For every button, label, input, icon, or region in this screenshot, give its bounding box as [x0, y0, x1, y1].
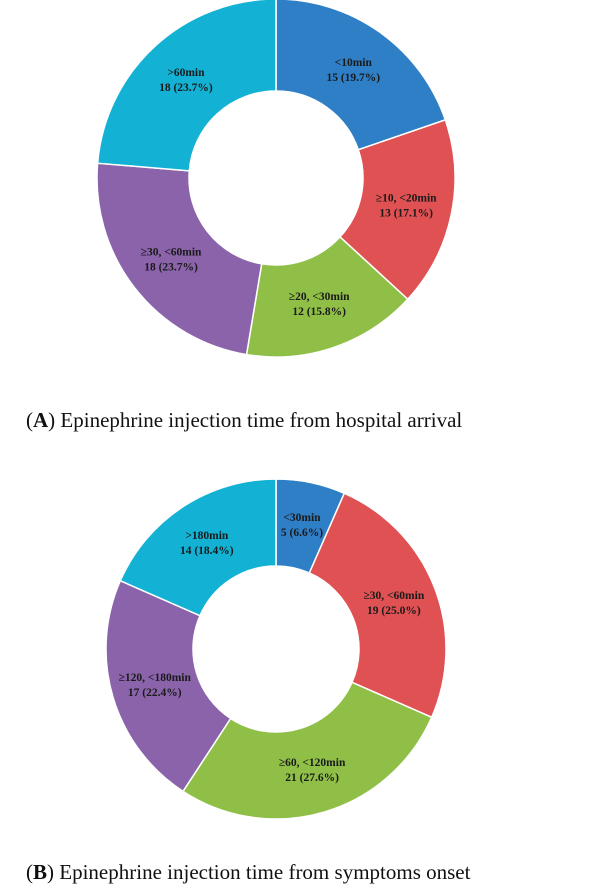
- caption-b-letter: B: [33, 860, 48, 884]
- chart-b-panel: [0, 462, 608, 895]
- caption-a-text: Epinephrine injection time from hospital arrival: [60, 408, 463, 432]
- chart-b-slice-0-category-label: <30min: [283, 512, 321, 525]
- chart-b-slice-1-value-label: 19 (25.0%): [367, 605, 421, 618]
- chart-b-slice-2: [183, 682, 432, 819]
- chart-a-slice-4-category-label: >60min: [167, 67, 205, 80]
- chart-a-slice-3-category-label: ≥30, <60min: [140, 246, 202, 259]
- caption-b-text: Epinephrine injection time from symptoms onset: [59, 860, 471, 884]
- chart-b-slice-3-category-label: ≥120, <180min: [118, 672, 191, 685]
- chart-a-slice-1-value-label: 13 (17.1%): [379, 207, 434, 220]
- donut-chart-b: [0, 462, 608, 852]
- caption-b: (B) Epinephrine injection time from symptoms onset: [26, 860, 471, 884]
- donut-chart-a: [0, 0, 608, 400]
- chart-b-slice-3-value-label: 17 (22.4%): [127, 687, 182, 700]
- caption-a-letter: A: [33, 408, 49, 432]
- chart-b-slice-0-value-label: 5 (6.6%): [280, 527, 324, 540]
- chart-a-slice-1-category-label: ≥10, <20min: [375, 192, 437, 205]
- chart-a-slice-2-value-label: 12 (15.8%): [292, 305, 347, 318]
- chart-b-slice-4-value-label: 14 (18.4%): [179, 545, 234, 558]
- chart-a-slice-2-category-label: ≥20, <30min: [288, 290, 350, 303]
- chart-a-slice-0-category-label: <10min: [334, 56, 372, 69]
- chart-a-slice-4-value-label: 18 (23.7%): [159, 82, 213, 95]
- chart-a-slice-0-value-label: 15 (19.7%): [326, 71, 381, 84]
- chart-b-slice-4-category-label: >180min: [185, 530, 229, 543]
- caption-a: (A) Epinephrine injection time from hospital arrival: [26, 408, 463, 432]
- chart-b-slice-2-category-label: ≥60, <120min: [278, 757, 346, 770]
- chart-b-slice-2-value-label: 21 (27.6%): [285, 772, 339, 785]
- chart-b-slice-1-category-label: ≥30, <60min: [363, 590, 425, 603]
- chart-a-slice-3-value-label: 18 (23.7%): [144, 261, 198, 274]
- chart-a-slice-3: [97, 163, 262, 354]
